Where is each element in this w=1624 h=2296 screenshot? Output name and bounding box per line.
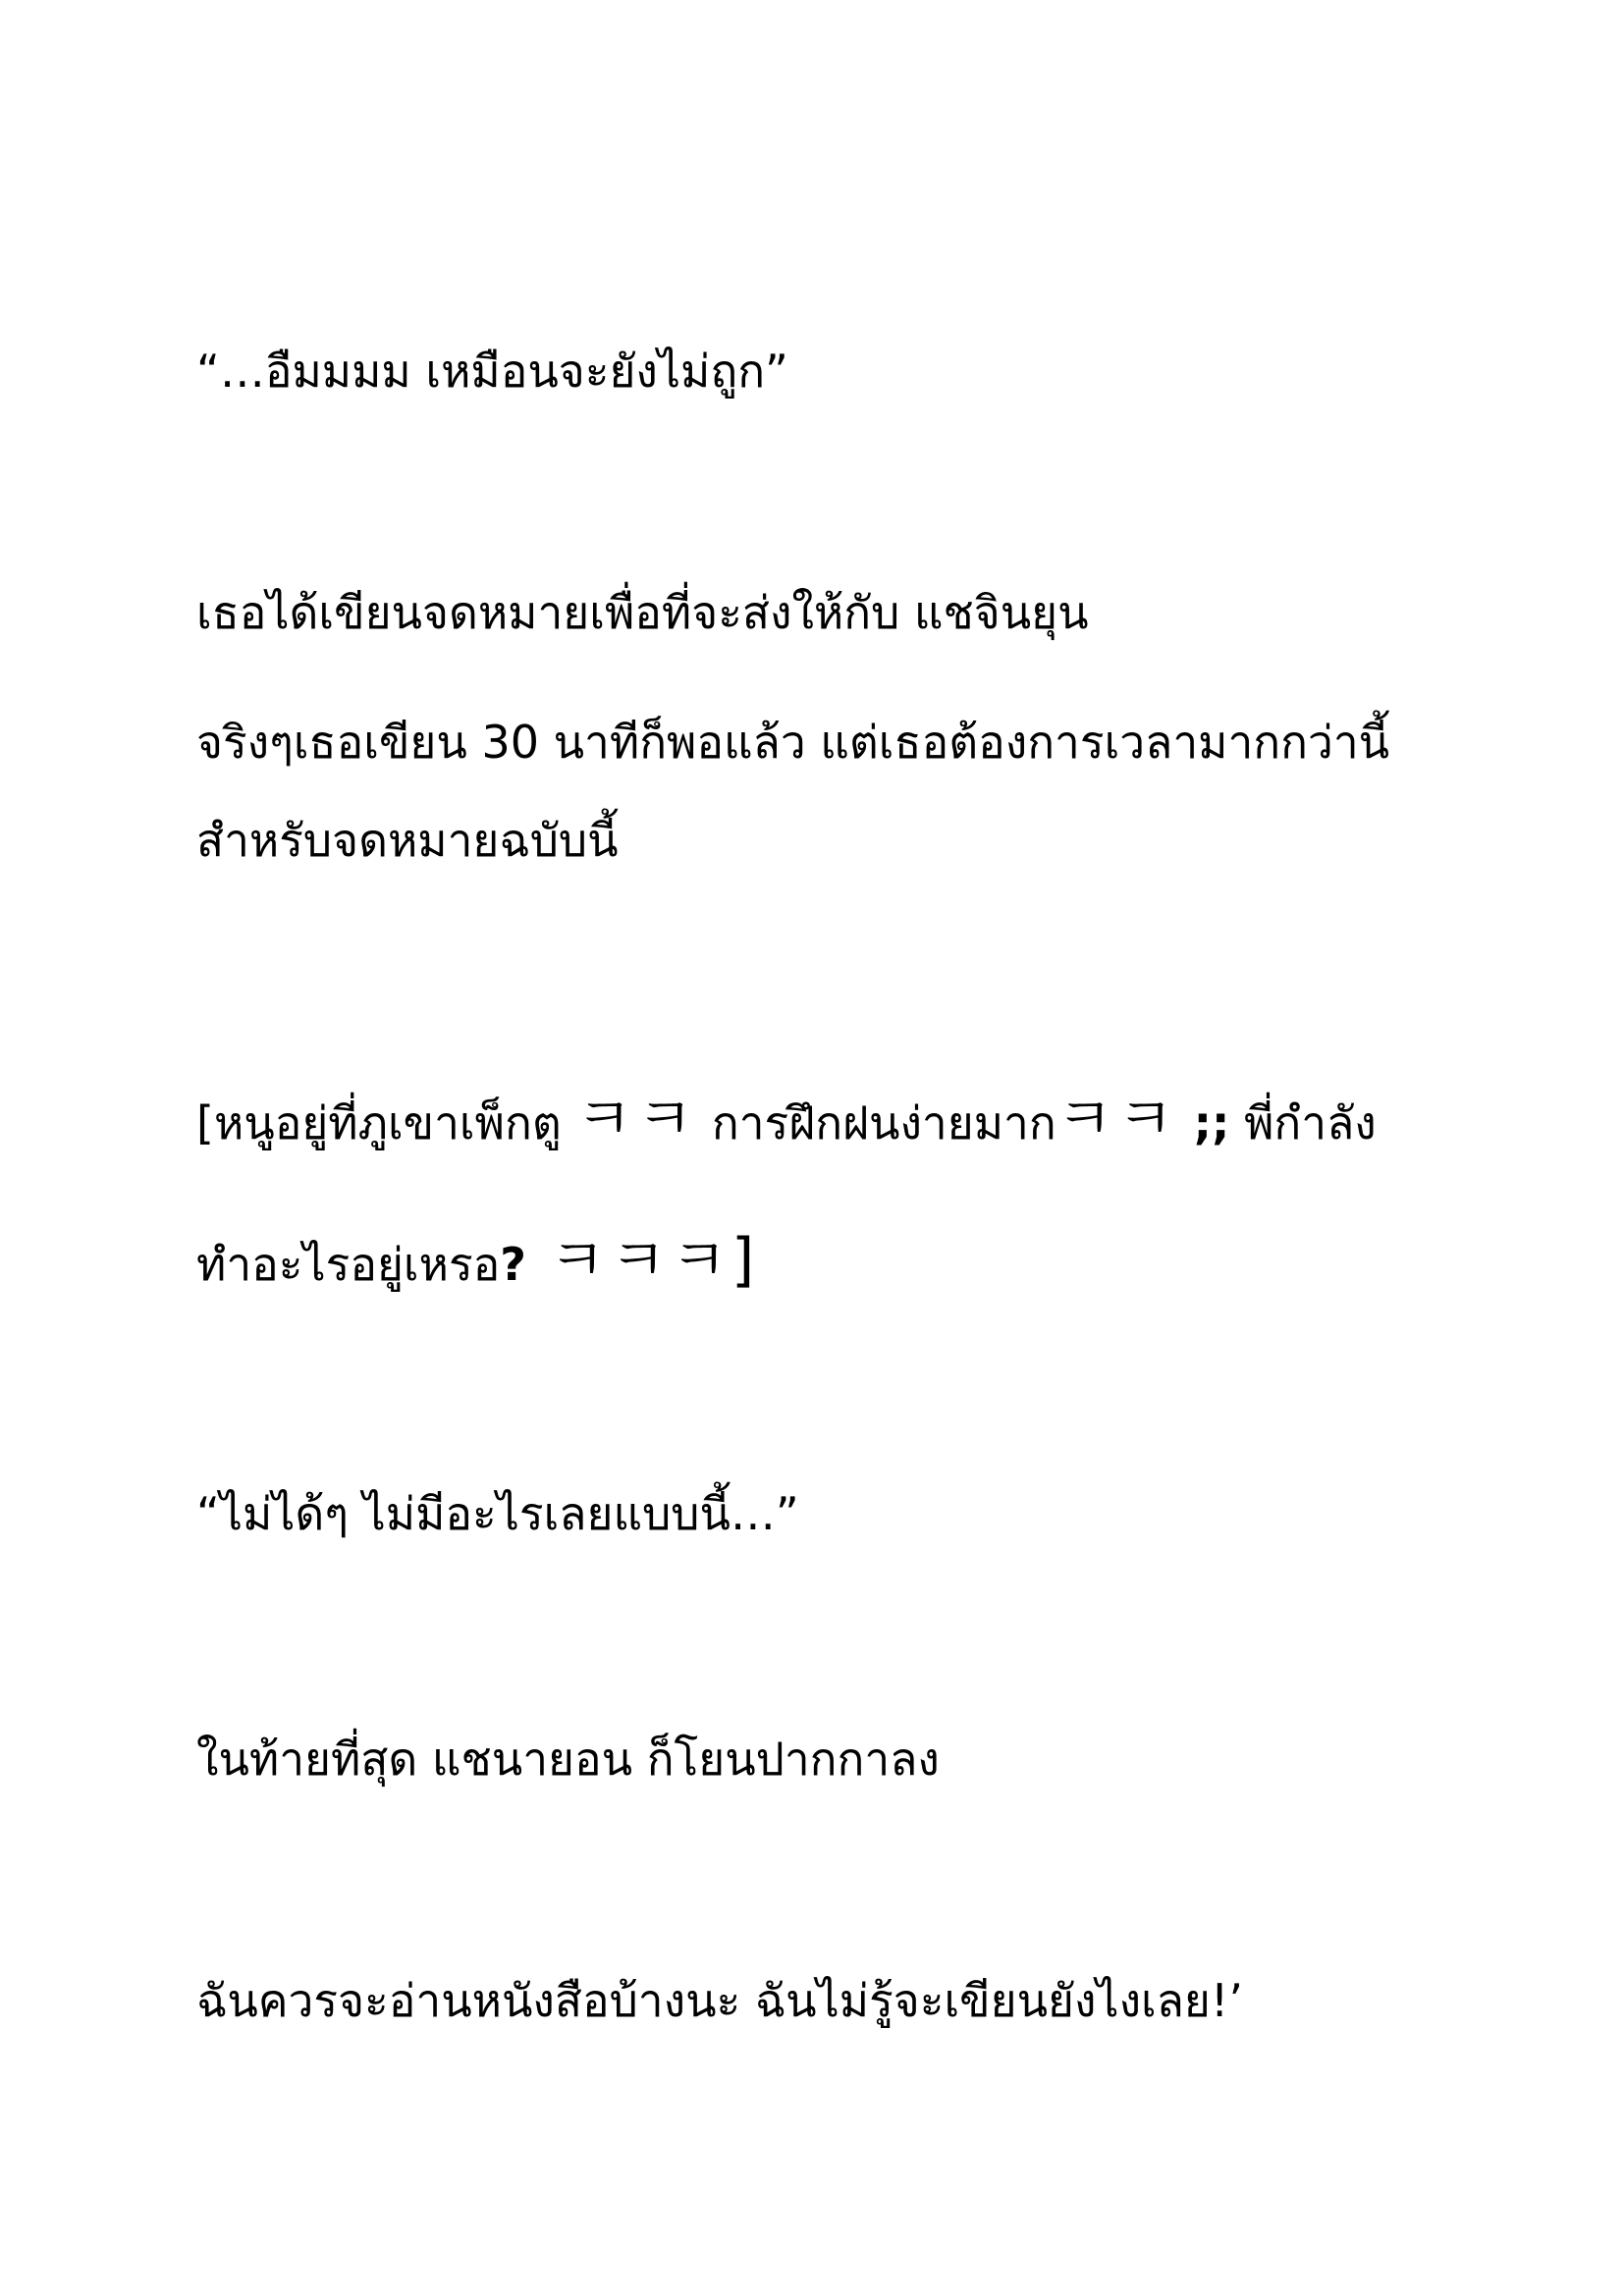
letter-punctuation: ;; bbox=[1177, 1096, 1230, 1149]
letter-text-line-1 bbox=[196, 1085, 1377, 1153]
laugh-glyphs: ㅋㅋㅋ] bbox=[525, 1226, 759, 1295]
paragraph-narration-1: เธอได้เขียนจดหมายเพื่อที่จะส่งให้กับ แชจินยุน bbox=[196, 586, 1089, 639]
letter-text-line-2 bbox=[196, 1226, 759, 1295]
paragraph-dialogue-2: “ไม่ได้ๆ ไม่มีอะไรเลยแบบนี้…” bbox=[196, 1487, 799, 1540]
letter-text-segment: ทำอะไรอยู่เหรอ bbox=[196, 1238, 501, 1291]
letter-text-segment: การฝึกฝนง่ายมาก bbox=[697, 1096, 1056, 1149]
paragraph-narration-2-line-2: สำหรับจดหมายฉบับนี้ bbox=[196, 814, 619, 867]
letter-question-mark: ? bbox=[500, 1238, 526, 1291]
paragraph-dialogue-1: “…อืมมมม เหมือนจะยังไม่ถูก” bbox=[196, 345, 788, 398]
letter-text-segment: พี่กำลัง bbox=[1229, 1096, 1377, 1149]
laugh-glyphs: ㅋㅋ bbox=[575, 1085, 698, 1153]
letter-text-segment: [หนูอยู่ที่ภูเขาเพ็กตู bbox=[196, 1096, 576, 1149]
paragraph-narration-2-line-1: จริงๆเธอเขียน 30 นาทีก็พอแล้ว แต่เธอต้องการเวลามากกว่านี้ bbox=[196, 716, 1390, 769]
laugh-glyphs: ㅋㅋ bbox=[1056, 1085, 1178, 1153]
paragraph-thought: ฉันควรจะอ่านหนังสือบ้างนะ ฉันไม่รู้จะเขียนยังไงเลย!’ bbox=[196, 1974, 1243, 2027]
paragraph-narration-3: ในท้ายที่สุด แชนายอน ก็โยนปากกาลง bbox=[196, 1733, 940, 1786]
